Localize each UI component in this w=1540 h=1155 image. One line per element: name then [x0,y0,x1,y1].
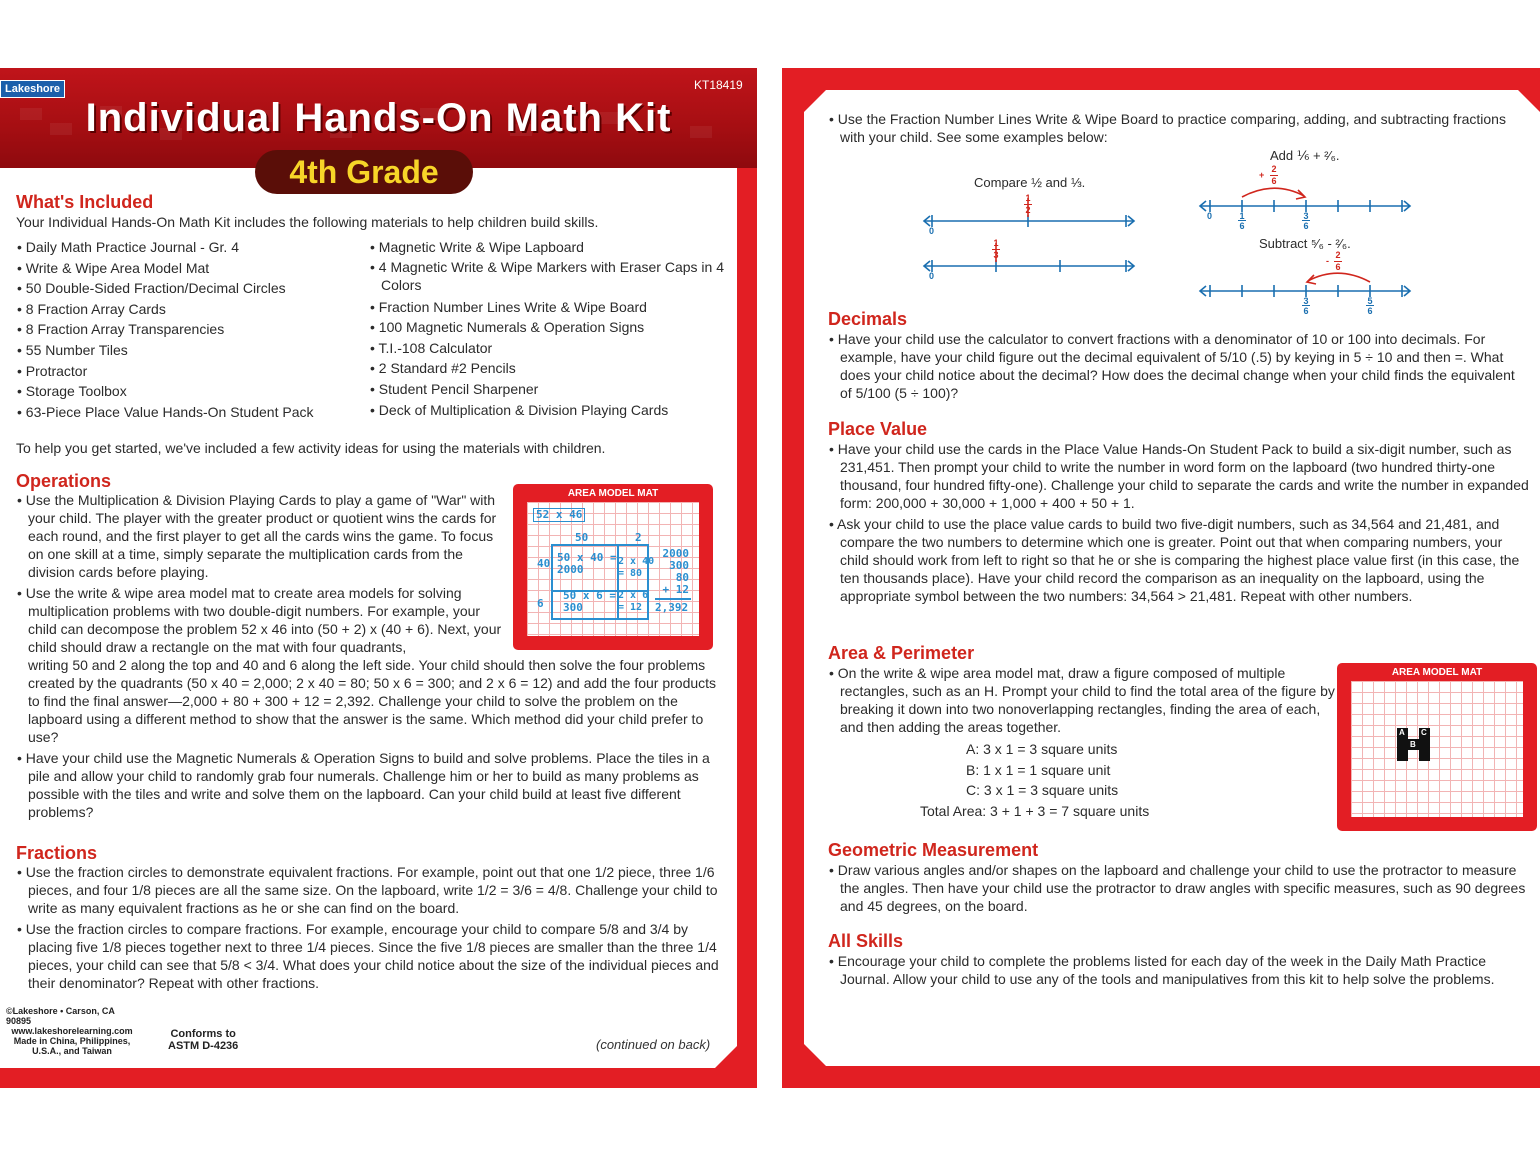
minus-sign: - [1326,256,1329,266]
label-c: C [1421,728,1427,737]
list-item: • 50 Double-Sided Fraction/Decimal Circles [17,278,357,299]
frac-sub-den: 6 [1335,262,1341,272]
list-item: • 8 Fraction Array Transparencies [17,319,357,340]
frac-third-den: 3 [993,250,999,260]
section-heading-fractions: Fractions [16,843,98,863]
section-heading-all-skills: All Skills [828,931,904,951]
fractions-bullet-1: • Use the fraction circles to demonstrate equivalent fractions. For example, point out that one 1/2 piece, three 1/6 pieces, and four 1/8 pieces are all the same size. On the lapboard, write 1/2 = 3/6 = 4/8. Challenge your child to write as many equivalent fractions as he or she can find on the board. [17,863,728,917]
area-total: Total Area: 3 + 1 + 3 = 7 square units [920,803,1150,819]
footer-company: ©Lakeshore • Carson, CA 90895 [6,1006,115,1026]
grade-badge: 4th Grade [255,150,473,194]
place-value-bullet-1: • Have your child use the cards in the Place Value Hands-On Student Pack to build a six-digit number, such as 231,451. Then prompt your child to write the number in word form on the lapboard (two hundred thirty-one thousand, four hundred fifty-one). Challenge your child to separate the cards and write the number in expanded form: 200,000 + 30,000 + 1,000 + 400 + 50 + 1. [829,440,1530,512]
place-value-bullet-2: • Ask your child to use the place value cards to build two five-digit numbers, such as 34,564 and 21,481, and compare the two numbers to determine which one is greater. Point out that when comparing numbers, your child should work from left to right so that he or she is comparing the highest place value first (in this case, the ten thousands place). Have your child record the comparison as an inequality on the lapboard, using the appropriate symbol between the two numbers: 34,564 > 21,481. Repeat with other numbers. [829,515,1530,605]
list-item: • 2 Standard #2 Pencils [370,358,725,379]
frac-sixth-num: 1 [1239,211,1245,221]
list-item: • Fraction Number Lines Write & Wipe Board [370,297,725,318]
section-heading-operations: Operations [16,471,112,491]
add-arrow [1242,188,1304,197]
top-2: 2 [635,531,642,544]
area-model-mat-h-image [1337,663,1537,831]
list-item: • 63-Piece Place Value Hands-On Student Pack [17,402,357,423]
decimals-bullet: • Have your child use the calculator to convert fractions with a denominator of 10 or 100 into decimals. For example, have your child figure out the decimal equivalent of 5/10 (.5) by keying in 5 ÷ 10 and then =. What does your child notice about the decimal? How does the decimal change when your child finds the equivalent of 5/100 (5 ÷ 100)? [829,330,1530,402]
quadrant-2: 2 x 40 = 80 [618,556,655,579]
list-item: • 100 Magnetic Numerals & Operation Signs [370,317,725,338]
plus-sign: + [1259,170,1265,180]
mat-grid [1351,681,1523,817]
quadrant-1: 50 x 40 = 2000 [557,551,617,576]
frac-three-num-2: 3 [1303,296,1309,306]
list-item: • Deck of Multiplication & Division Playing Cards [370,400,725,421]
list-item: • Student Pencil Sharpener [370,379,725,400]
subtract-arrow [1308,273,1370,282]
subtract-label: Subtract ⁵⁄₆ - ²⁄₆. [1259,236,1351,251]
section-heading-area: Area & Perimeter [828,643,975,663]
included-intro: Your Individual Hands-On Math Kit includes the following materials to help children build skills. [16,214,599,230]
add-label: Add ⅙ + ²⁄₆. [1270,148,1340,163]
brand-logo: Lakeshore [0,80,65,98]
zero-label: 0 [1207,211,1213,221]
list-item: • T.I.-108 Calculator [370,338,725,359]
frac-third-num: 1 [993,238,999,248]
footer-url: www.lakeshorelearning.com [11,1026,133,1036]
top-50: 50 [575,531,589,544]
operations-bullet-1: • Use the Multiplication & Division Playing Cards to play a game of "War" with your child. The player with the greater product or quotient wins the cards for each round, and the first player to get all the cards wins the game. To focus on one skill at a time, simply separate the multiplication cards from the division cards before playing. [17,491,506,581]
list-item: • 8 Fraction Array Cards [17,299,357,320]
section-heading-place-value: Place Value [828,419,928,439]
list-item: • 55 Number Tiles [17,340,357,361]
list-item: • Magnetic Write & Wipe Lapboard [370,237,725,258]
fraction-lines-intro: • Use the Fraction Number Lines Write & Wipe Board to practice comparing, adding, and subtracting fractions with your child. See some examples below: [829,110,1530,146]
footer-astm: ASTM D-4236 [168,1040,239,1052]
continued-note: (continued on back) [596,1037,711,1052]
mat-title: AREA MODEL MAT [567,488,659,499]
side-40: 40 [537,557,551,570]
fractions-bullet-2: • Use the fraction circles to compare fractions. For example, encourage your child to compare 5/8 and 3/4 by placing five 1/8 pieces together next to three 1/4 pieces. Since the five 1/8 pieces are smaller than the three 1/4 pieces, your child can see that 5/8 < 3/4. What does your child notice about the size of the individual pieces and their denominator? Repeat with other fractions. [17,920,728,992]
frac-three-den-2: 6 [1303,306,1309,316]
quadrant-4: 2 x 6 = 12 [618,590,649,613]
sum-column: 2000 300 80 + 12 [662,547,689,596]
area-a: A: 3 x 1 = 3 square units [966,741,1118,757]
frac-half-den: 2 [1025,205,1031,215]
product-code: KT18419 [694,78,743,92]
operations-bullet-2a: • Use the write & wipe area model mat to create area models for solving multiplication problems with two double-digit numbers. For example, your child can decompose the problem 52 x 46 into (50 + 2) x (40 + 6). Next, your child should draw a rectangle on the mat with four quadrants, [17,584,506,656]
footer-conforms: Conforms to [170,1028,236,1040]
frac-sixth-den: 6 [1239,221,1245,231]
section-heading-included: What's Included [16,192,154,212]
help-text: To help you get started, we've included a few activity ideas for using the materials with children. [16,440,606,456]
frac-five-den: 6 [1367,306,1373,316]
frac-half-num: 1 [1025,193,1031,203]
list-item: • Daily Math Practice Journal - Gr. 4 [17,237,357,258]
zero-label: 0 [929,271,935,281]
frac-three-num: 3 [1303,211,1309,221]
area-b: B: 1 x 1 = 1 square unit [966,762,1111,778]
frac-add-den: 6 [1271,176,1277,186]
area-c: C: 3 x 1 = 3 square units [966,782,1119,798]
list-item: • 4 Magnetic Write & Wipe Markers with Eraser Caps in 4 Colors [370,258,725,294]
area-bullet: • On the write & wipe area model mat, draw a figure composed of multiple rectangles, such as an H. Prompt your child to find the total area of the figure by breaking it down into two nonoverlapping rectangles, finding the area of each, and then adding the areas together. [829,664,1335,736]
side-6: 6 [537,597,544,610]
list-item: • Write & Wipe Area Model Mat [17,258,357,279]
label-a: A [1399,728,1405,737]
frac-add-num: 2 [1271,164,1277,174]
operations-bullet-3: • Have your child use the Magnetic Numerals & Operation Signs to build and solve problems. Place the tiles in a pile and allow your child to randomly grab four numerals. Challenge him or her to build as many problems as possible with the tiles and write and solve them on the lapboard. Can your child build at least five different problems? [17,749,728,821]
footer-made: Made in China, Philippines, [13,1036,131,1046]
mat-title: AREA MODEL MAT [1391,667,1483,678]
zero-label: 0 [929,226,935,236]
label-b: B [1410,740,1416,749]
section-heading-geometric: Geometric Measurement [828,840,1039,860]
problem-label: 52 x 46 [533,508,585,522]
compare-label: Compare ½ and ⅓. [974,175,1086,190]
operations-bullet-2b: writing 50 and 2 along the top and 40 and 6 along the left side. Your child should then solve the four problems created by the quadrants (50 x 40 = 2,000; 2 x 40 = 80; 50 x 6 = 300; and 2 x 6 = 12) and add the four products to find the final answer—2,000 + 80 + 300 + 12 = 2,392. Challenge your child to solve the problem on the lapboard using a different method to show that the answer is the same. Which method did your child prefer to use? [28,657,717,745]
sum-total: 2,392 [655,601,689,614]
page-title: Individual Hands-On Math Kit [85,96,672,140]
list-item: • Storage Toolbox [17,381,357,402]
frac-sub-num: 2 [1335,250,1341,260]
all-skills-bullet: • Encourage your child to complete the problems listed for each day of the week in the Daily Math Practice Journal. Allow your child to use any of the tools and manipulatives from this kit to help solve the problems. [829,952,1530,988]
footer-made-2: U.S.A., and Taiwan [32,1046,112,1056]
quadrant-3: 50 x 6 = 300 [563,589,616,614]
frac-five-num: 5 [1367,296,1373,306]
section-heading-decimals: Decimals [828,309,908,329]
geometric-bullet: • Draw various angles and/or shapes on the lapboard and challenge your child to use the protractor to measure the angles. Then have your child use the protractor to draw angles with specific measures, such as 90 degrees and 45 degrees, on the board. [829,861,1530,915]
frac-three-den: 6 [1303,221,1309,231]
list-item: • Protractor [17,361,357,382]
